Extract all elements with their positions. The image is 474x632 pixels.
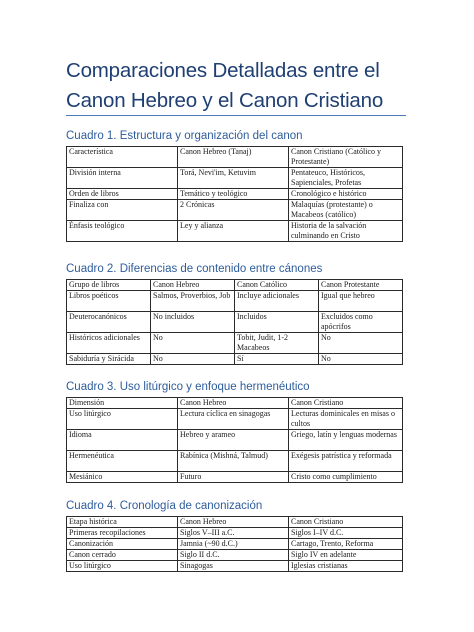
table-row [67, 280, 403, 291]
table-row [67, 539, 403, 550]
table-cell: Excluidos como apócrifos [319, 312, 403, 333]
table-cell: Sabiduría y Sirácida [67, 354, 151, 365]
table-cell: Iglesias cristianas [289, 561, 403, 572]
table-row [67, 451, 403, 472]
table-cell: Siglo IV en adelante [289, 550, 403, 561]
table-cell: No [319, 354, 403, 365]
table-1-heading: Cuadro 1. Estructura y organización del canon [66, 130, 303, 142]
table-cell: Temático y teológico [178, 189, 289, 200]
table-cell: Futuro [178, 472, 289, 483]
table-cell: Idioma [67, 430, 178, 451]
table-1 [66, 146, 403, 242]
table-cell: Dimensión [67, 398, 178, 409]
table-cell: Siglo II d.C. [178, 550, 289, 561]
table-cell: Finaliza con [67, 200, 178, 221]
table-cell: Malaquías (protestante) o Macabeos (católico) [289, 200, 403, 221]
table-row [67, 561, 403, 572]
table-cell: Siglos I–IV d.C. [289, 528, 403, 539]
table-row [67, 333, 403, 354]
table-cell: No [151, 354, 235, 365]
table-row [67, 189, 403, 200]
table-cell: División interna [67, 168, 178, 189]
table-cell: Canon Hebreo [178, 517, 289, 528]
table-cell: Griego, latín y lenguas modernas [289, 430, 403, 451]
table-4-heading: Cuadro 4. Cronología de canonización [66, 500, 263, 512]
table-cell: Historia de la salvación culminando en Cristo [289, 221, 403, 242]
table-row [67, 528, 403, 539]
table-cell: Deuterocanónicos [67, 312, 151, 333]
page-title: Comparaciones Detalladas entre el Canon Hebreo y el Canon Cristiano [66, 59, 384, 112]
table-cell: Incluidos [235, 312, 319, 333]
table-cell: Hermenéutica [67, 451, 178, 472]
table-cell: Uso litúrgico [67, 561, 178, 572]
table-cell: Exégesis patrística y reformada [289, 451, 403, 472]
table-3 [66, 397, 403, 483]
table-row [67, 354, 403, 365]
table-row [67, 398, 403, 409]
table-3-heading: Cuadro 3. Uso litúrgico y enfoque hermenéutico [66, 381, 310, 393]
table-cell: Cristo como cumplimiento [289, 472, 403, 483]
table-cell: Uso litúrgico [67, 409, 178, 430]
table-cell: Salmos, Proverbios, Job [151, 291, 235, 312]
table-cell: Canon Protestante [319, 280, 403, 291]
table-cell: Sí [235, 354, 319, 365]
table-cell: Etapa histórica [67, 517, 178, 528]
title-underline [66, 115, 406, 116]
table-cell: 2 Crónicas [178, 200, 289, 221]
table-row [67, 291, 403, 312]
table-cell: Canon Hebreo (Tanaj) [178, 147, 289, 168]
table-cell: No incluidos [151, 312, 235, 333]
table-row [67, 312, 403, 333]
table-row [67, 200, 403, 221]
table-cell: No [319, 333, 403, 354]
table-cell: Ley y alianza [178, 221, 289, 242]
table-row [67, 517, 403, 528]
table-2 [66, 279, 403, 365]
table-2-heading: Cuadro 2. Diferencias de contenido entre cánones [66, 263, 323, 275]
table-cell: No [151, 333, 235, 354]
table-cell: Cronológico e histórico [289, 189, 403, 200]
table-cell: Grupo de libros [67, 280, 151, 291]
table-cell: Canon Cristiano [289, 517, 403, 528]
table-row [67, 168, 403, 189]
table-cell: Lectura cíclica en sinagogas [178, 409, 289, 430]
table-row [67, 221, 403, 242]
table-cell: Canon Hebreo [178, 398, 289, 409]
table-row [67, 430, 403, 451]
table-row [67, 550, 403, 561]
table-cell: Libros poéticos [67, 291, 151, 312]
table-cell: Torá, Nevi'im, Ketuvim [178, 168, 289, 189]
table-cell: Orden de libros [67, 189, 178, 200]
table-cell: Canonización [67, 539, 178, 550]
table-cell: Énfasis teológico [67, 221, 178, 242]
table-4 [66, 516, 403, 572]
table-cell: Siglos V–III a.C. [178, 528, 289, 539]
table-cell: Cartago, Trento, Reforma [289, 539, 403, 550]
table-row [67, 409, 403, 430]
table-cell: Característica [67, 147, 178, 168]
table-cell: Rabínica (Mishná, Talmud) [178, 451, 289, 472]
table-cell: Canon Cristiano [289, 398, 403, 409]
table-cell: Mesiánico [67, 472, 178, 483]
table-cell: Canon Católico [235, 280, 319, 291]
table-cell: Canon cerrado [67, 550, 178, 561]
table-cell: Canon Hebreo [151, 280, 235, 291]
table-cell: Lecturas dominicales en misas o cultos [289, 409, 403, 430]
table-row [67, 472, 403, 483]
table-cell: Sinagogas [178, 561, 289, 572]
table-cell: Igual que hebreo [319, 291, 403, 312]
table-cell: Incluye adicionales [235, 291, 319, 312]
table-cell: Históricos adicionales [67, 333, 151, 354]
table-cell: Tobit, Judit, 1-2 Macabeos [235, 333, 319, 354]
table-cell: Pentateuco, Históricos, Sapienciales, Profetas [289, 168, 403, 189]
table-row [67, 147, 403, 168]
table-cell: Jamnia (~90 d.C.) [178, 539, 289, 550]
table-cell: Canon Cristiano (Católico y Protestante) [289, 147, 403, 168]
table-cell: Primeras recopilaciones [67, 528, 178, 539]
table-cell: Hebreo y arameo [178, 430, 289, 451]
